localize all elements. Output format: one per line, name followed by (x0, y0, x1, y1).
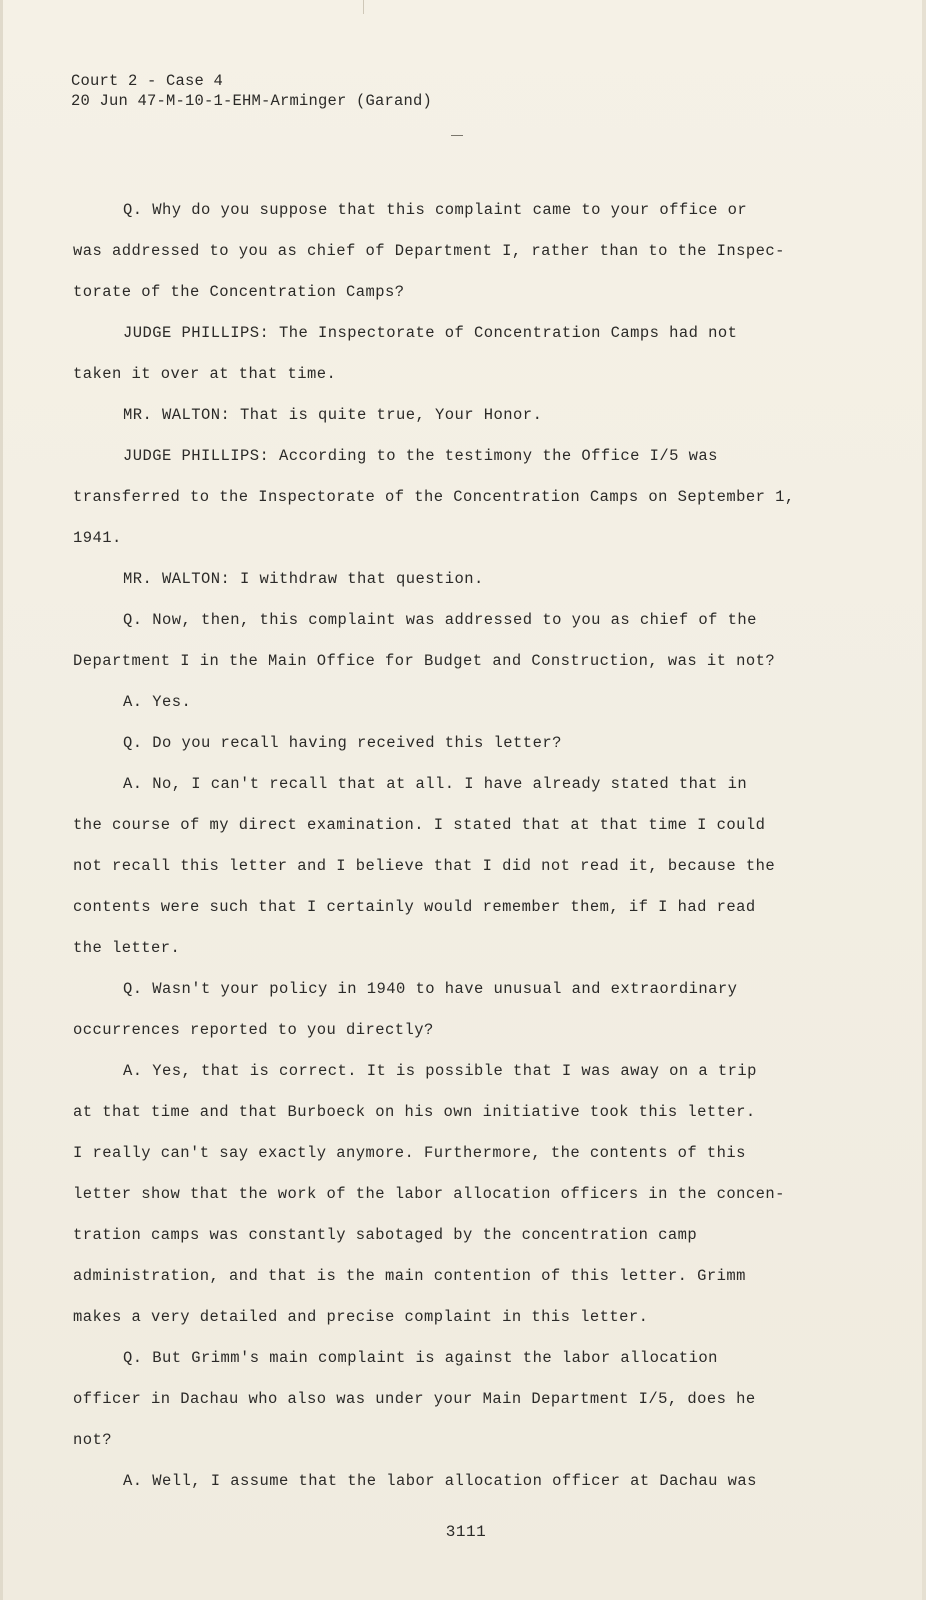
transcript-line: tration camps was constantly sabotaged by the concentration camp (73, 1226, 698, 1244)
transcript-line: the letter. (73, 939, 181, 957)
transcript-line: MR. WALTON: I withdraw that question. (123, 570, 484, 588)
transcript-line: not recall this letter and I believe that I did not read it, because the (73, 857, 776, 875)
transcript-line: not? (73, 1431, 113, 1449)
transcript-line: JUDGE PHILLIPS: The Inspectorate of Concentration Camps had not (123, 324, 738, 342)
transcript-line: Q. Now, then, this complaint was addressed to you as chief of the (123, 611, 757, 629)
transcript-line: Q. Wasn't your policy in 1940 to have unusual and extraordinary (123, 980, 738, 998)
transcript-line: occurrences reported to you directly? (73, 1021, 434, 1039)
transcript-line: transferred to the Inspectorate of the Concentration Camps on September 1, (73, 488, 795, 506)
dash-mark (451, 135, 463, 136)
transcript-line: A. Well, I assume that the labor allocation officer at Dachau was (123, 1472, 757, 1490)
transcript-line: administration, and that is the main contention of this letter. Grimm (73, 1267, 746, 1285)
document-header (71, 71, 432, 111)
transcript-line: officer in Dachau who also was under your Main Department I/5, does he (73, 1390, 756, 1408)
transcript-line: the course of my direct examination. I stated that at that time I could (73, 816, 766, 834)
transcript-body (73, 190, 843, 1502)
transcript-line: was addressed to you as chief of Department I, rather than to the Inspec- (73, 242, 785, 260)
case-line: Court 2 - Case 4 (71, 72, 224, 90)
transcript-line: Q. But Grimm's main complaint is against the labor allocation (123, 1349, 718, 1367)
date-reference-line: 20 Jun 47-M-10-1-EHM-Arminger (Garand) (71, 92, 433, 110)
transcript-line: A. Yes, that is correct. It is possible that I was away on a trip (123, 1062, 757, 1080)
transcript-line: Department I in the Main Office for Budget and Construction, was it not? (73, 652, 776, 670)
transcript-line: makes a very detailed and precise complaint in this letter. (73, 1308, 649, 1326)
transcript-line: at that time and that Burboeck on his own initiative took this letter. (73, 1103, 756, 1121)
page-number: 3111 (445, 1523, 487, 1541)
transcript-line: JUDGE PHILLIPS: According to the testimony the Office I/5 was (123, 447, 718, 465)
transcript-line: A. Yes. (123, 693, 192, 711)
paper-fold-mark (363, 0, 364, 14)
transcript-line: Q. Do you recall having received this letter? (123, 734, 562, 752)
transcript-line: A. No, I can't recall that at all. I have already stated that in (123, 775, 748, 793)
transcript-line: contents were such that I certainly would remember them, if I had read (73, 898, 756, 916)
transcript-line: MR. WALTON: That is quite true, Your Honor. (123, 406, 543, 424)
transcript-line: letter show that the work of the labor allocation officers in the concen- (73, 1185, 785, 1203)
transcript-line: 1941. (73, 529, 122, 547)
transcript-line: taken it over at that time. (73, 365, 337, 383)
transcript-line: I really can't say exactly anymore. Furthermore, the contents of this (73, 1144, 746, 1162)
transcript-line: torate of the Concentration Camps? (73, 283, 405, 301)
transcript-line: Q. Why do you suppose that this complaint came to your office or (123, 201, 748, 219)
